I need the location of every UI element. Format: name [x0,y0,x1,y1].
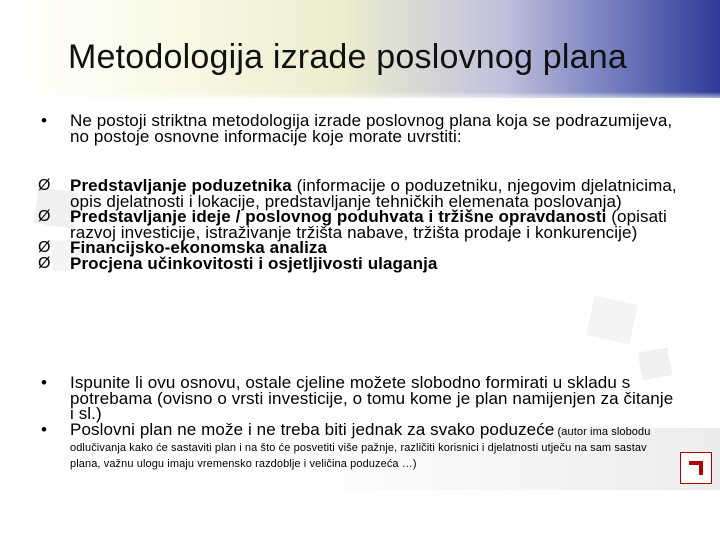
arrow-bullet-icon: Ø [38,208,51,225]
bullet-icon: • [41,419,48,439]
list-item-bold: Predstavljanje ideje / poslovnog poduhvata i tržišne opravdanosti [70,207,607,226]
note-text: Ispunite li ovu osnovu, ostale cjeline možete slobodno formirati u skladu s potrebama (ovisno o vrsti investicije, o tomu kome je plan namijenjen za čitanje i sl.) [70,373,674,423]
key-sections-list [0,178,720,271]
bullet-icon: • [41,111,48,130]
list-item [0,253,720,273]
list-item-bold: Predstavljanje poduzetnika [70,176,292,195]
intro-item [0,113,720,144]
list-item-text: (informacije o poduzetniku, njegovim djelatnicima, opis djelatnosti i lokacije, predstavljanje tehničkih elemenata poslovanja) [70,176,677,211]
arrow-bullet-icon: Ø [38,239,51,256]
decorative-square [586,296,637,344]
arrow-bullet-icon: Ø [38,254,51,272]
list-item-bold: Financijsko-ekonomska analiza [70,238,328,257]
list-item [0,209,720,240]
title-band-fade [0,92,720,102]
list-item-bold: Procjena učinkovitosti i osjetljivosti ulaganja [70,253,438,273]
arrow-bullet-icon: Ø [38,177,51,194]
note-item [0,419,720,470]
note-item [0,375,720,422]
notes-block [0,375,720,470]
list-item-text: (opisati razvoj investicije, istraživanje tržišta nabave, tržišta prodaje i konkurencije) [70,207,667,242]
intro-text: Ne postoji striktna metodologija izrade poslovnog plana koja se podrazumijeva, no postoje osnovne informacije koje morate uvrstiti: [70,111,673,146]
note-text: Poslovni plan ne može i ne treba biti jednak za svako poduzeće [70,419,555,439]
note-small-text: (autor ima slobodu odlučivanja kako će sastaviti plan i na što će posvetiti više pažnje, različiti korisnici i djelatnosti utječu na sam sastav plana, važnu ulogu imaju vremensko razdoblje i veličina poduzeća …) [70,425,651,470]
list-item [0,178,720,209]
intro-block [0,113,720,144]
slide-title: Metodologija izrade poslovnog plana [68,38,627,76]
bullet-icon: • [41,373,48,392]
